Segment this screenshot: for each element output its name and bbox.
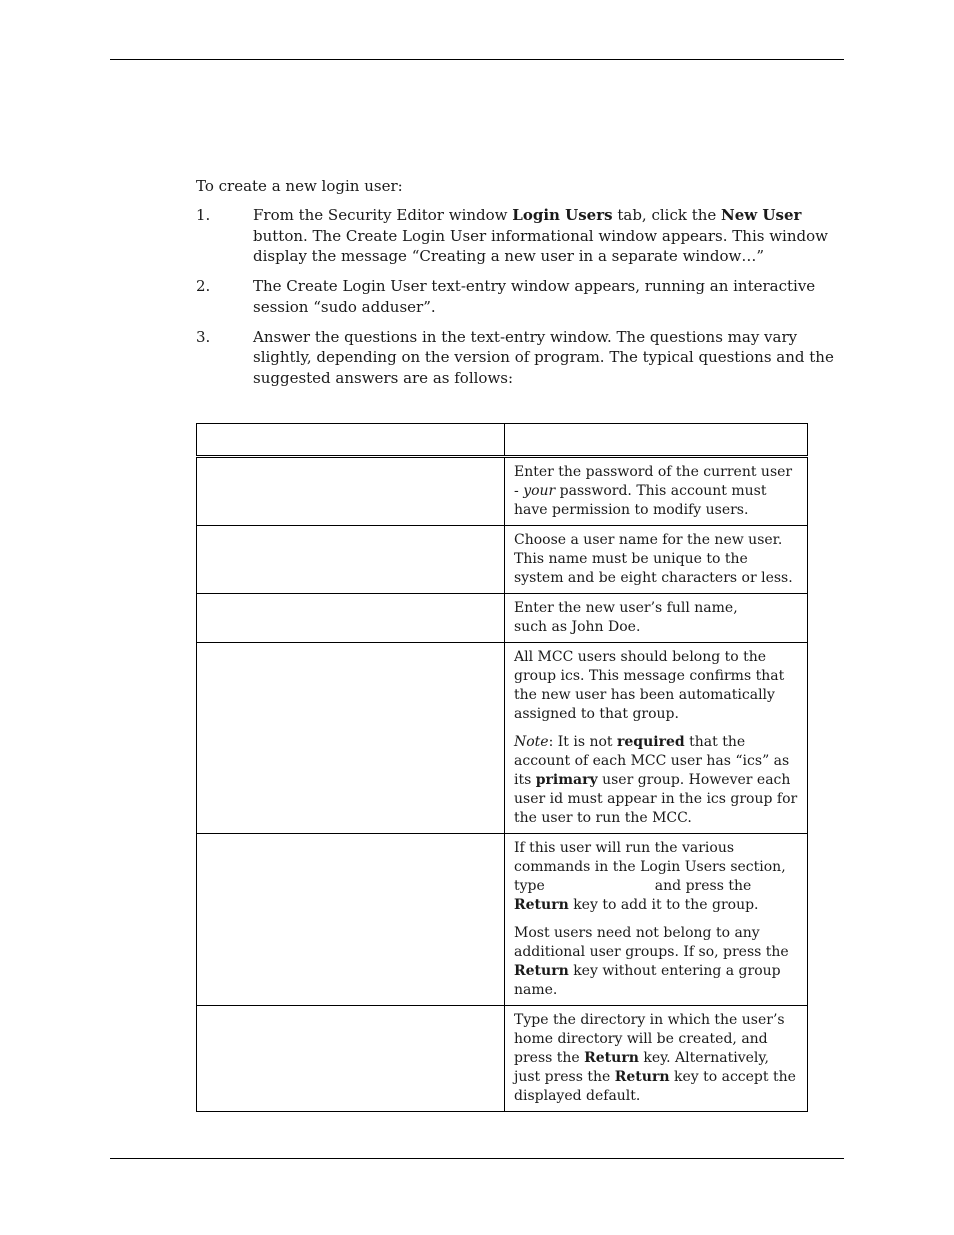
question-cell: [197, 457, 505, 526]
step-2: [196, 276, 846, 317]
question-cell: [197, 834, 505, 1006]
intro-text: To create a new login user:: [196, 177, 403, 195]
question-cell: [197, 1006, 505, 1112]
step-3: [196, 327, 846, 389]
question-cell: [197, 643, 505, 834]
table-row: [197, 1006, 808, 1112]
answer-cell: All MCC users should belong to the group ics. This message confirms that the new user has been automatically assigned to that group. Note: It is not required that the account of each MCC user has “ics” as its primary user group. However each user id must appear in the ics group for the user to run the MCC.: [505, 643, 808, 834]
step-text: Answer the questions in the text-entry window. The questions may vary slightly, depending on the version of program. The typical questions and the suggested answers are as follows:: [253, 327, 834, 387]
step-number: 2.: [196, 277, 211, 296]
question-column-header: [197, 424, 505, 457]
answer-cell: Enter the new user’s full name, such as John Doe.: [505, 594, 808, 643]
answer-cell: If this user will run the various commands in the Login Users section, type and press the Return key to add it to the group. Most users need not belong to any additional user groups. If so, press the Return key without entering a group name.: [505, 834, 808, 1006]
answer-cell: Type the directory in which the user’s home directory will be created, and press the Return key. Alternatively, just press the Return key to accept the displayed default.: [505, 1006, 808, 1112]
answer-column-header: [505, 424, 808, 457]
step-1: [196, 205, 846, 267]
table-row: [197, 594, 808, 643]
footer-rule: [110, 1158, 844, 1159]
answer-cell: Choose a user name for the new user. This name must be unique to the system and be eight characters or less.: [505, 526, 808, 594]
questions-table: [196, 423, 808, 1112]
table-row: [197, 457, 808, 526]
new-user-button-ref: New User: [721, 206, 802, 224]
question-cell: [197, 526, 505, 594]
login-users-tab-ref: Login Users: [512, 206, 613, 224]
table-row: [197, 526, 808, 594]
header-rule: [110, 59, 844, 60]
table-row: [197, 643, 808, 834]
steps-list: [196, 205, 846, 398]
step-text: From the Security Editor window Login Users tab, click the New User button. The Create Login User informational window appears. This window display the message “Creating a new user in a separate window…”: [253, 206, 828, 266]
step-number: 1.: [196, 206, 211, 224]
table-header-row: [197, 424, 808, 457]
question-cell: [197, 594, 505, 643]
step-number: 3.: [196, 327, 211, 346]
step-text: The Create Login User text-entry window appears, running an interactive session “sudo adduser”.: [253, 277, 816, 316]
answer-cell: Enter the password of the current user - your password. This account must have permission to modify users.: [505, 457, 808, 526]
table-row: [197, 834, 808, 1006]
